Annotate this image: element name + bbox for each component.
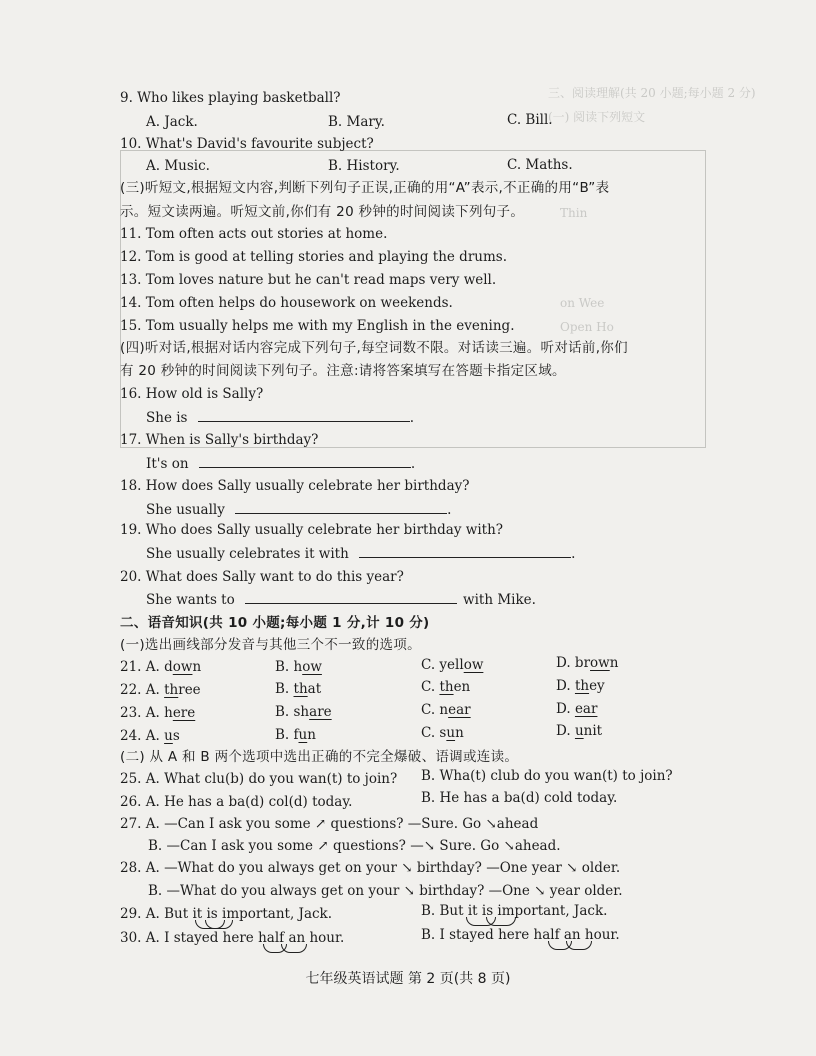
question-16: 16. How old is Sally?	[120, 386, 264, 402]
answer-19-prefix: She usually celebrates it with	[146, 546, 349, 562]
option-24c: C. sun	[421, 725, 464, 741]
bleed-through-text: 三、阅读理解(共 20 小题;每小题 2 分)	[548, 86, 756, 100]
answer-blank-18[interactable]	[235, 500, 447, 514]
part2-instruction: (二) 从 A 和 B 两个选项中选出正确的不完全爆破、语调或连读。	[120, 749, 519, 765]
question-19: 19. Who does Sally usually celebrate her birthday with?	[120, 522, 504, 538]
option-30a: 30. A. I stayed here half an hour.	[120, 930, 345, 946]
option-29a: 29. A. But it is important, Jack.	[120, 906, 333, 922]
answer-18-suffix: .	[447, 502, 452, 518]
option-21d: D. brown	[556, 655, 619, 671]
pron-num: 23. A.	[120, 705, 160, 721]
answer-18	[146, 500, 451, 520]
page-footer: 七年级英语试题 第 2 页(共 8 页)	[305, 971, 511, 987]
option-10c: C. Maths.	[507, 157, 573, 173]
option-24d: D. unit	[556, 723, 603, 739]
question-17: 17. When is Sally's birthday?	[120, 432, 319, 448]
falling-intonation-arrow-icon: ↘	[403, 883, 415, 899]
option-29b: B. But it is important, Jack.	[421, 903, 608, 919]
option-27a: 27. A. —Can I ask you some ↗ questions? —Sure. Go ↘ahead	[120, 816, 539, 832]
answer-19	[146, 544, 575, 564]
answer-16-suffix: .	[409, 410, 415, 426]
answer-blank-16[interactable]	[198, 408, 410, 422]
option-26a: 26. A. He has a ba(d) col(d) today.	[120, 794, 353, 810]
option-22a: three	[164, 682, 201, 698]
linked-words: it is	[467, 903, 494, 919]
pron-num: 21. A.	[120, 659, 160, 675]
pron-num: 24. A.	[120, 728, 160, 744]
pron-row-23	[120, 703, 195, 723]
bleed-through-text: (一) 阅读下列短文	[548, 110, 646, 124]
statement-12: 12. Tom is good at telling stories and playing the drums.	[120, 249, 507, 265]
option-23c: C. near	[421, 702, 471, 718]
option-22c: C. then	[421, 679, 471, 695]
pron-row-21	[120, 657, 201, 677]
part3-instruction-cont: 示。短文读两遍。听短文前,你们有 20 秒钟的时间阅读下列句子。	[120, 204, 525, 220]
linking-arc-icon	[566, 941, 592, 950]
option-28b: B. —What do you always get on your ↘ birthday? —One ↘ year older.	[148, 883, 623, 899]
falling-intonation-arrow-icon: ↘	[566, 860, 578, 876]
option-9c: C. Bill.	[507, 112, 553, 128]
linking-arc-icon	[281, 944, 307, 953]
option-23d: D. ear	[556, 701, 598, 717]
falling-intonation-arrow-icon: ↘	[503, 838, 515, 854]
option-24a: us	[164, 728, 180, 744]
falling-intonation-arrow-icon: ↘	[534, 883, 546, 899]
answer-17-suffix: .	[410, 456, 416, 472]
falling-intonation-arrow-icon: ↘	[401, 860, 413, 876]
option-10b: B. History.	[328, 158, 400, 174]
answer-18-prefix: She usually	[146, 502, 225, 518]
answer-20	[146, 590, 536, 610]
bleed-through-text: Thin	[560, 206, 588, 220]
question-10: 10. What's David's favourite subject?	[120, 136, 374, 152]
answer-20-suffix: with Mike.	[463, 592, 536, 608]
falling-intonation-arrow-icon: ↘	[423, 838, 436, 854]
linked-words: f an	[554, 927, 581, 943]
question-20: 20. What does Sally want to do this year?	[120, 569, 404, 585]
option-9b: B. Mary.	[328, 114, 385, 130]
pron-row-24	[120, 726, 180, 746]
option-25a: 25. A. What clu(b) do you wan(t) to join?	[120, 771, 398, 787]
answer-blank-19[interactable]	[359, 544, 571, 558]
answer-20-prefix: She wants to	[146, 592, 235, 608]
statement-15: 15. Tom usually helps me with my English in the evening.	[120, 318, 515, 334]
option-23a: here	[164, 705, 196, 721]
option-23b: B. share	[275, 704, 332, 720]
statement-14: 14. Tom often helps do housework on weekends.	[120, 295, 453, 311]
pron-row-22	[120, 680, 201, 700]
linked-words: f an	[279, 930, 306, 946]
option-21c: C. yellow	[421, 657, 484, 673]
answer-blank-20[interactable]	[245, 590, 457, 604]
option-21b: B. how	[275, 659, 322, 675]
rising-intonation-arrow-icon: ↗	[317, 838, 329, 854]
option-21a: down	[164, 659, 202, 675]
option-26b: B. He has a ba(d) cold today.	[421, 790, 618, 806]
answer-16	[146, 408, 414, 428]
option-27b: B. —Can I ask you some ↗ questions? —↘ Sure. Go ↘ahead.	[148, 838, 561, 854]
question-18: 18. How does Sally usually celebrate her birthday?	[120, 478, 470, 494]
part4-instruction-cont: 有 20 秒钟的时间阅读下列句子。注意:请将答案填写在答题卡指定区域。	[120, 363, 566, 379]
part4-instruction: (四)听对话,根据对话内容完成下列句子,每空词数不限。对话读三遍。听对话前,你们	[120, 340, 628, 356]
option-22b: B. that	[275, 681, 322, 697]
statement-11: 11. Tom often acts out stories at home.	[120, 226, 388, 242]
rising-intonation-arrow-icon: ↗	[314, 816, 327, 832]
option-25b: B. Wha(t) club do you wan(t) to join?	[421, 768, 673, 784]
bleed-through-text: on Wee	[560, 296, 605, 310]
statement-13: 13. Tom loves nature but he can't read maps very well.	[120, 272, 497, 288]
part3-instruction: (三)听短文,根据短文内容,判断下列句子正误,正确的用“A”表示,不正确的用“B”表	[120, 180, 610, 196]
option-10a: A. Music.	[146, 158, 210, 174]
part1-instruction: (一)选出画线部分发音与其他三个不一致的选项。	[120, 637, 421, 653]
question-9: 9. Who likes playing basketball?	[120, 90, 341, 106]
answer-17	[146, 454, 415, 474]
bleed-through-text: Open Ho	[560, 320, 614, 334]
option-28a: 28. A. —What do you always get on your ↘ birthday? —One year ↘ older.	[120, 860, 621, 876]
option-9a: A. Jack.	[146, 114, 198, 130]
option-22d: D. they	[556, 678, 605, 694]
answer-blank-17[interactable]	[199, 454, 411, 468]
answer-16-prefix: She is	[146, 410, 188, 426]
option-24b: B. fun	[275, 727, 316, 743]
option-30b: B. I stayed here half an hour.	[421, 927, 620, 943]
section-heading: 二、语音知识(共 10 小题;每小题 1 分,计 10 分)	[120, 615, 430, 631]
pron-num: 22. A.	[120, 682, 160, 698]
answer-17-prefix: It's on	[146, 456, 189, 472]
answer-19-suffix: .	[571, 546, 576, 562]
linked-words: it is	[192, 906, 218, 922]
falling-intonation-arrow-icon: ↘	[485, 816, 497, 832]
